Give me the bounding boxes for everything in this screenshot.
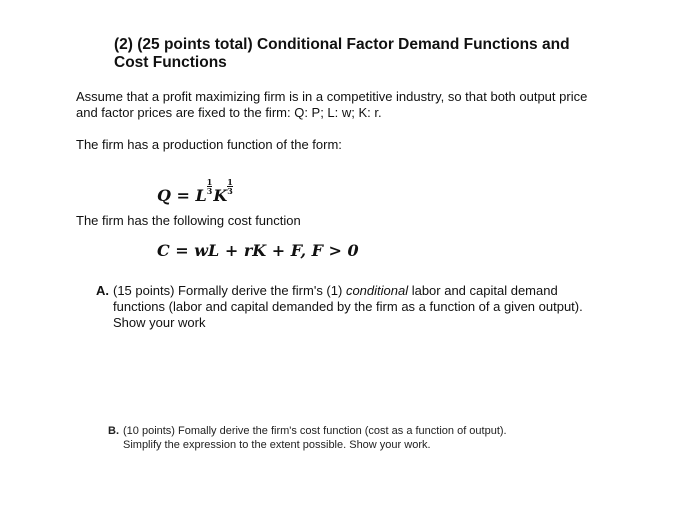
cost-equation: C = wL + rK + F, F > 0	[157, 241, 359, 260]
question-title-line1: (2) (25 points total) Conditional Factor Demand Functions and	[114, 36, 570, 53]
exponent-fraction: $\frac{1}{3}$	[227, 177, 233, 196]
part-b: B. (10 points) Fomally derive the firm's cost function (cost as a function of output). Simplify the expression to the extent possible. Show your work.	[108, 425, 507, 451]
intro-line1: Assume that a profit maximizing firm is in a competitive industry, so that both output price	[76, 89, 588, 104]
question-title-line2: Cost Functions	[114, 54, 227, 71]
production-intro: The firm has a production function of the form:	[76, 137, 342, 152]
cost-intro: The firm has the following cost function	[76, 213, 301, 228]
part-a: A. (15 points) Formally derive the firm's (1) conditional labor and capital demand functions (labor and capital demanded by the firm as a function of a given output). Show your work	[96, 283, 583, 330]
exponent-fraction: $\frac{1}{3}$	[206, 177, 213, 196]
intro-line2: and factor prices are fixed to the firm: Q: P; L: w; K: r.	[76, 105, 382, 120]
production-equation: Q = L $\frac{1}{3}$ K $\frac{1}{3}$	[157, 177, 233, 205]
